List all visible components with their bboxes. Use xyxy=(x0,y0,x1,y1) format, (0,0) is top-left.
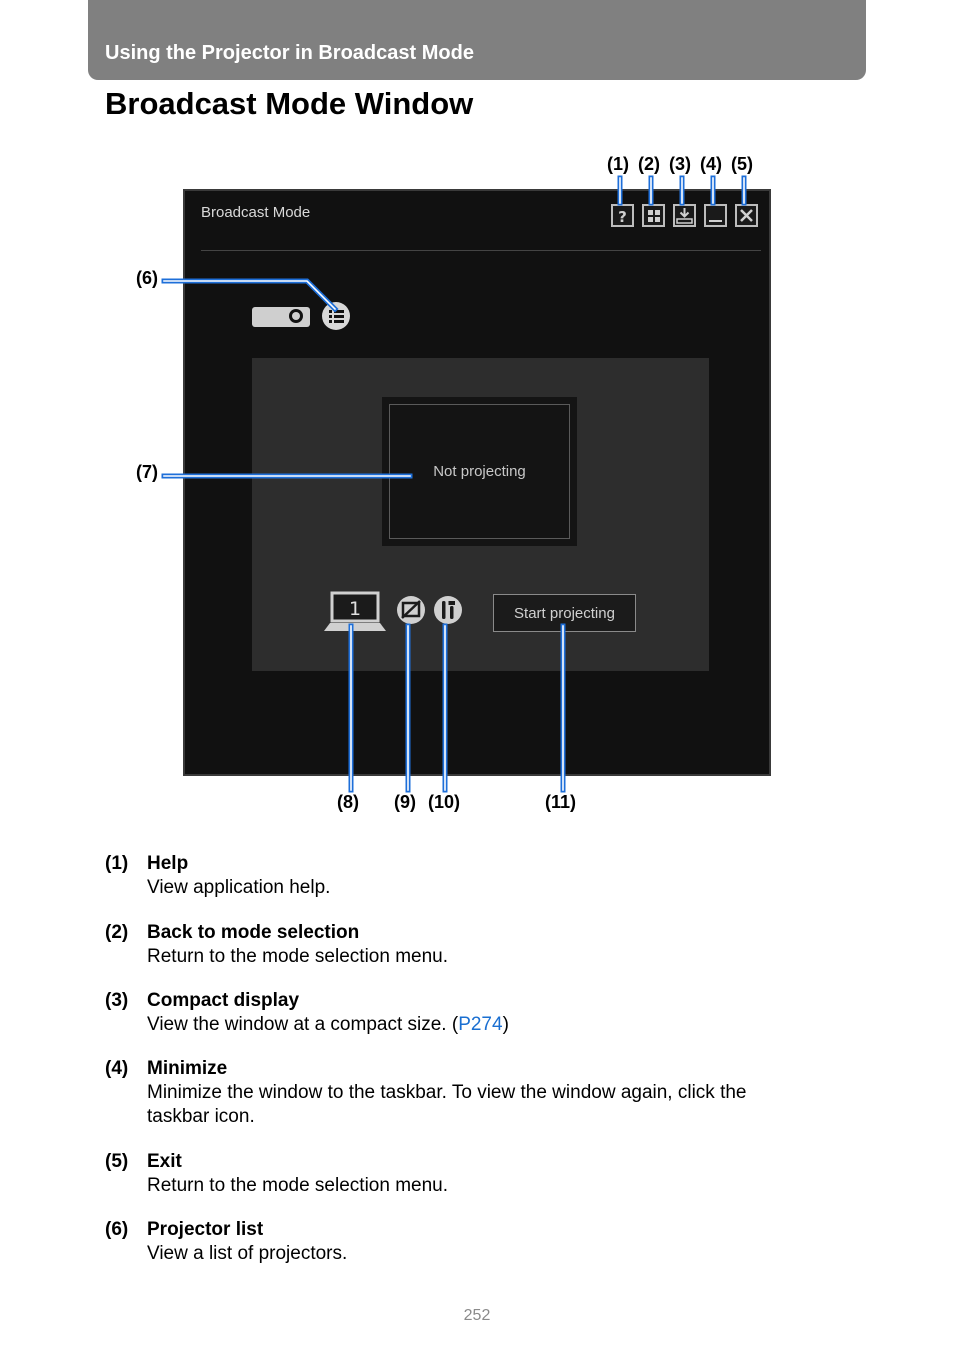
description-text: Minimize the window to the taskbar. To view the window again, click the taskbar icon. xyxy=(147,1082,747,1127)
description-number: (4) xyxy=(105,1058,129,1079)
tools-icon[interactable] xyxy=(433,595,463,625)
preview-status-text: Not projecting xyxy=(389,404,570,539)
description-number: (2) xyxy=(105,922,129,943)
svg-text:?: ? xyxy=(618,208,627,225)
callout-8: (8) xyxy=(337,792,359,812)
description-text: View application help. xyxy=(147,877,331,898)
callout-4: (4) xyxy=(700,154,722,174)
description-number: (6) xyxy=(105,1219,129,1240)
page-title: Broadcast Mode Window xyxy=(105,86,474,121)
exit-button[interactable] xyxy=(735,204,758,227)
description-title: Back to mode selection xyxy=(147,922,360,943)
description-title: Help xyxy=(147,853,189,874)
description-text-after: ) xyxy=(502,1014,509,1035)
grid-icon xyxy=(644,206,663,225)
title-separator xyxy=(201,250,761,251)
section-header-title: Using the Projector in Broadcast Mode xyxy=(105,42,474,64)
description-text: Return to the mode selection menu. xyxy=(147,1175,449,1196)
description-number: (5) xyxy=(105,1151,129,1172)
projection-preview xyxy=(382,397,577,546)
compact-display-button[interactable] xyxy=(673,204,696,227)
description-title: Exit xyxy=(147,1151,182,1172)
description-text: View a list of projectors. xyxy=(147,1243,348,1264)
description-number: (3) xyxy=(105,990,129,1011)
description-text-before: View the window at a compact size. ( xyxy=(147,1014,459,1035)
page-link-p274[interactable]: P274 xyxy=(458,1014,503,1035)
close-icon xyxy=(737,206,756,225)
projector-list-icon[interactable] xyxy=(321,301,351,331)
description-title: Compact display xyxy=(147,990,300,1011)
screen-select-icon[interactable] xyxy=(324,591,386,633)
screen-number: 1 xyxy=(348,598,362,620)
callout-11: (11) xyxy=(545,792,577,812)
help-button[interactable] xyxy=(611,204,634,227)
start-projecting-button[interactable]: Start projecting xyxy=(493,594,636,632)
projector-icon xyxy=(252,303,310,329)
description-title: Projector list xyxy=(147,1219,264,1240)
help-icon xyxy=(613,206,632,225)
projection-panel xyxy=(252,358,709,671)
description-number: (1) xyxy=(105,853,129,874)
window-title: Broadcast Mode xyxy=(201,204,311,221)
broadcast-mode-window xyxy=(183,189,771,776)
compact-download-icon xyxy=(675,206,694,225)
no-screen-icon[interactable] xyxy=(396,595,426,625)
section-header-bar xyxy=(88,0,866,80)
callout-9: (9) xyxy=(394,792,416,812)
description-text: Return to the mode selection menu. xyxy=(147,946,449,967)
page-number: 252 xyxy=(463,1307,491,1324)
callout-1: (1) xyxy=(607,154,629,174)
callout-10: (10) xyxy=(428,792,461,812)
callout-3: (3) xyxy=(669,154,691,174)
minimize-icon xyxy=(706,206,725,225)
callout-6: (6) xyxy=(136,268,158,288)
back-to-mode-selection-button[interactable] xyxy=(642,204,665,227)
description-title: Minimize xyxy=(147,1058,228,1079)
minimize-button[interactable] xyxy=(704,204,727,227)
callout-7: (7) xyxy=(136,462,158,482)
callout-2: (2) xyxy=(638,154,660,174)
callout-5: (5) xyxy=(731,154,753,174)
description-text xyxy=(147,1013,807,1037)
